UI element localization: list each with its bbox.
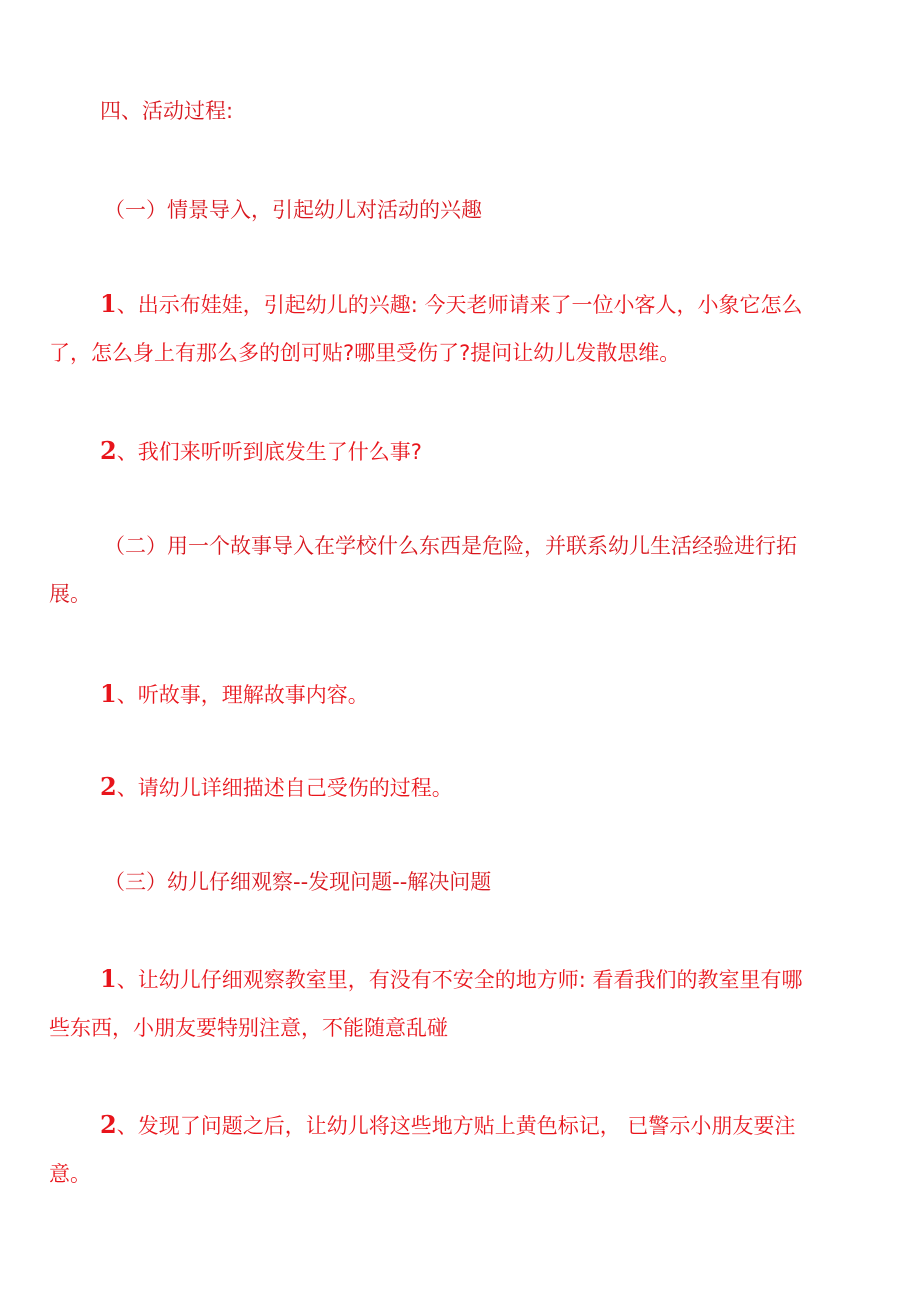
part1-item1-line2: 了，怎么身上有那么多的创可贴?哪里受伤了?提问让幼儿发散思维。 bbox=[49, 341, 681, 365]
part2-heading-line2: 展。 bbox=[49, 582, 91, 606]
part2-item2-text: 、请幼儿详细描述自己受伤的过程。 bbox=[116, 776, 453, 800]
part2-item2-number: 2 bbox=[100, 772, 117, 801]
part1-item2-text: 、我们来听听到底发生了什么事? bbox=[116, 440, 422, 464]
part3-item2-line2: 意。 bbox=[49, 1162, 91, 1186]
part1-item1-line1 bbox=[100, 290, 802, 319]
part3-item2-text: 、发现了问题之后，让幼儿将这些地方贴上黄色标记， 已警示小朋友要注 bbox=[116, 1114, 796, 1138]
part3-item1-line2: 些东西，小朋友要特别注意，不能随意乱碰 bbox=[49, 1016, 448, 1040]
part1-heading: （一）情景导入，引起幼儿对活动的兴趣 bbox=[104, 198, 482, 222]
part2-item1-text: 、听故事，理解故事内容。 bbox=[116, 683, 369, 707]
part3-heading: （三）幼儿仔细观察--发现问题--解决问题 bbox=[104, 870, 492, 894]
part1-item1-text: 、出示布娃娃，引起幼儿的兴趣: 今天老师请来了一位小客人，小象它怎么 bbox=[116, 293, 803, 317]
part3-item2-line1 bbox=[100, 1111, 795, 1140]
part2-heading-line1: （二）用一个故事导入在学校什么东西是危险，并联系幼儿生活经验进行拓 bbox=[104, 534, 797, 558]
part1-item2 bbox=[100, 437, 422, 466]
part2-item1-number: 1 bbox=[100, 679, 117, 708]
part1-item2-number: 2 bbox=[100, 436, 117, 465]
part3-item2-number: 2 bbox=[100, 1110, 117, 1139]
part2-item1 bbox=[100, 680, 369, 709]
part3-item1-number: 1 bbox=[100, 964, 117, 993]
part3-item1-line1 bbox=[100, 965, 802, 994]
part3-item1-text: 、让幼儿仔细观察教室里，有没有不安全的地方师: 看看我们的教室里有哪 bbox=[116, 968, 803, 992]
part1-item1-number: 1 bbox=[100, 289, 117, 318]
section-title: 四、活动过程: bbox=[100, 99, 234, 123]
part2-item2 bbox=[100, 773, 453, 802]
